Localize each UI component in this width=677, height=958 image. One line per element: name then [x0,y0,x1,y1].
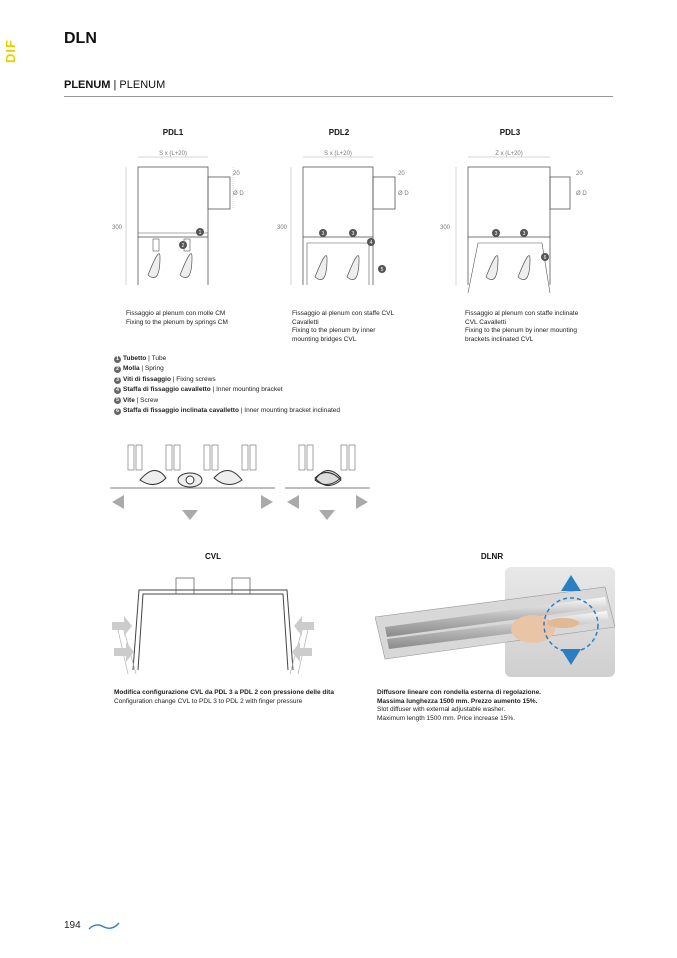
pdl2-caption-en: Fixing to the plenum by inner mounting bridges CVL [292,327,376,343]
svg-text:1: 1 [198,230,202,236]
legend-item: 5 Vite | Screw [114,396,340,406]
pdl1-dim-diam: Ø D [233,191,244,197]
dlnr-caption [377,689,607,723]
page-title: DLN [64,30,97,47]
section-heading-rest: | PLENUM [110,79,166,91]
side-tab-label: DIF [3,39,18,63]
airflow-diagram-1slot [285,440,370,525]
pdl3-caption [465,310,585,344]
section-heading-bold: PLENUM [64,79,111,91]
cvl-drawing [108,570,318,680]
dlnr-caption-en2: Maximum length 1500 mm. Price increase 15%. [377,714,516,722]
svg-text:2: 2 [181,243,185,249]
dlnr-title: DLNR [480,552,504,561]
pdl1-drawing [108,145,258,300]
pdl3-dim-left: 300 [440,225,451,231]
pdl3-dim-diam: Ø D [576,191,587,197]
dlnr-caption-en1: Slot diffuser with external adjustable washer. [377,706,506,713]
svg-text:4: 4 [369,240,373,246]
legend-item: 6 Staffa di fissaggio inclinata cavalletto | Inner mounting bracket inclinated [114,406,340,416]
svg-text:3: 3 [522,231,526,237]
legend-item: 3 Viti di fissaggio | Fixing screws [114,375,340,385]
legend-item: 1 Tubetto | Tube [114,354,340,364]
dlnr-caption-it2: Massima lunghezza 1500 mm. Prezzo aumento 15%. [377,697,538,705]
dlnr-photo [375,567,615,677]
pdl1-dim-right: 20 [233,171,240,177]
pdl2-dim-left: 300 [277,225,288,231]
pdl3-caption-en: Fixing to the plenum by inner mounting brackets inclinated CVL [465,327,578,343]
legend-item: 4 Staffa di fissaggio cavalletto | Inner mounting bracket [114,385,340,395]
section-rule [64,96,613,97]
pdl3-drawing [438,145,593,300]
svg-text:3: 3 [351,231,355,237]
pdl3-dim-top: Z x (L+20) [495,151,523,157]
svg-text:6: 6 [543,255,547,261]
dlnr-caption-it1: Diffusore lineare con rondella esterna di regolazione. [377,689,541,696]
section-heading [64,79,165,91]
diagram-title-pdl3: PDL3 [499,128,521,137]
pdl3-caption-it: Fissaggio al plenum con staffe inclinate CVL Cavalletti [465,310,579,326]
cvl-caption-it: Modifica configurazione CVL da PDL 3 a PDL 2 con pressione delle dita [114,689,334,696]
pdl1-dim-top: S x (L+20) [159,151,187,157]
pdl1-caption-en: Fixing to the plenum by springs CM [126,318,228,326]
svg-text:3: 3 [321,231,325,237]
pdl2-dim-diam: Ø D [398,191,409,197]
side-tab [0,30,20,64]
legend [114,354,340,416]
pdl3-dim-right: 20 [576,171,583,177]
diagram-title-pdl2: PDL2 [328,128,350,137]
svg-text:3: 3 [494,231,498,237]
pdl1-caption-it: Fissaggio al plenum con molle CM [126,310,226,317]
pdl2-caption [292,310,402,344]
cvl-caption [114,689,364,706]
diagram-title-pdl1: PDL1 [162,128,184,137]
svg-text:5: 5 [380,267,384,273]
pdl2-dim-top: S x (L+20) [324,151,352,157]
airflow-diagram-3slot [110,440,275,525]
pdl2-caption-it: Fissaggio al plenum con staffe CVL Cavalletti [292,310,394,326]
page-number: 194 [64,920,81,931]
pdl2-drawing [273,145,423,300]
legend-item: 2 Molla | Spring [114,364,340,374]
wave-logo-icon [88,920,120,932]
pdl1-caption [126,310,276,327]
cvl-title: CVL [205,552,221,561]
pdl2-dim-right: 20 [398,171,405,177]
pdl1-dim-left: 300 [112,225,123,231]
cvl-caption-en: Configuration change CVL to PDL 3 to PDL 2 with finger pressure [114,697,303,705]
